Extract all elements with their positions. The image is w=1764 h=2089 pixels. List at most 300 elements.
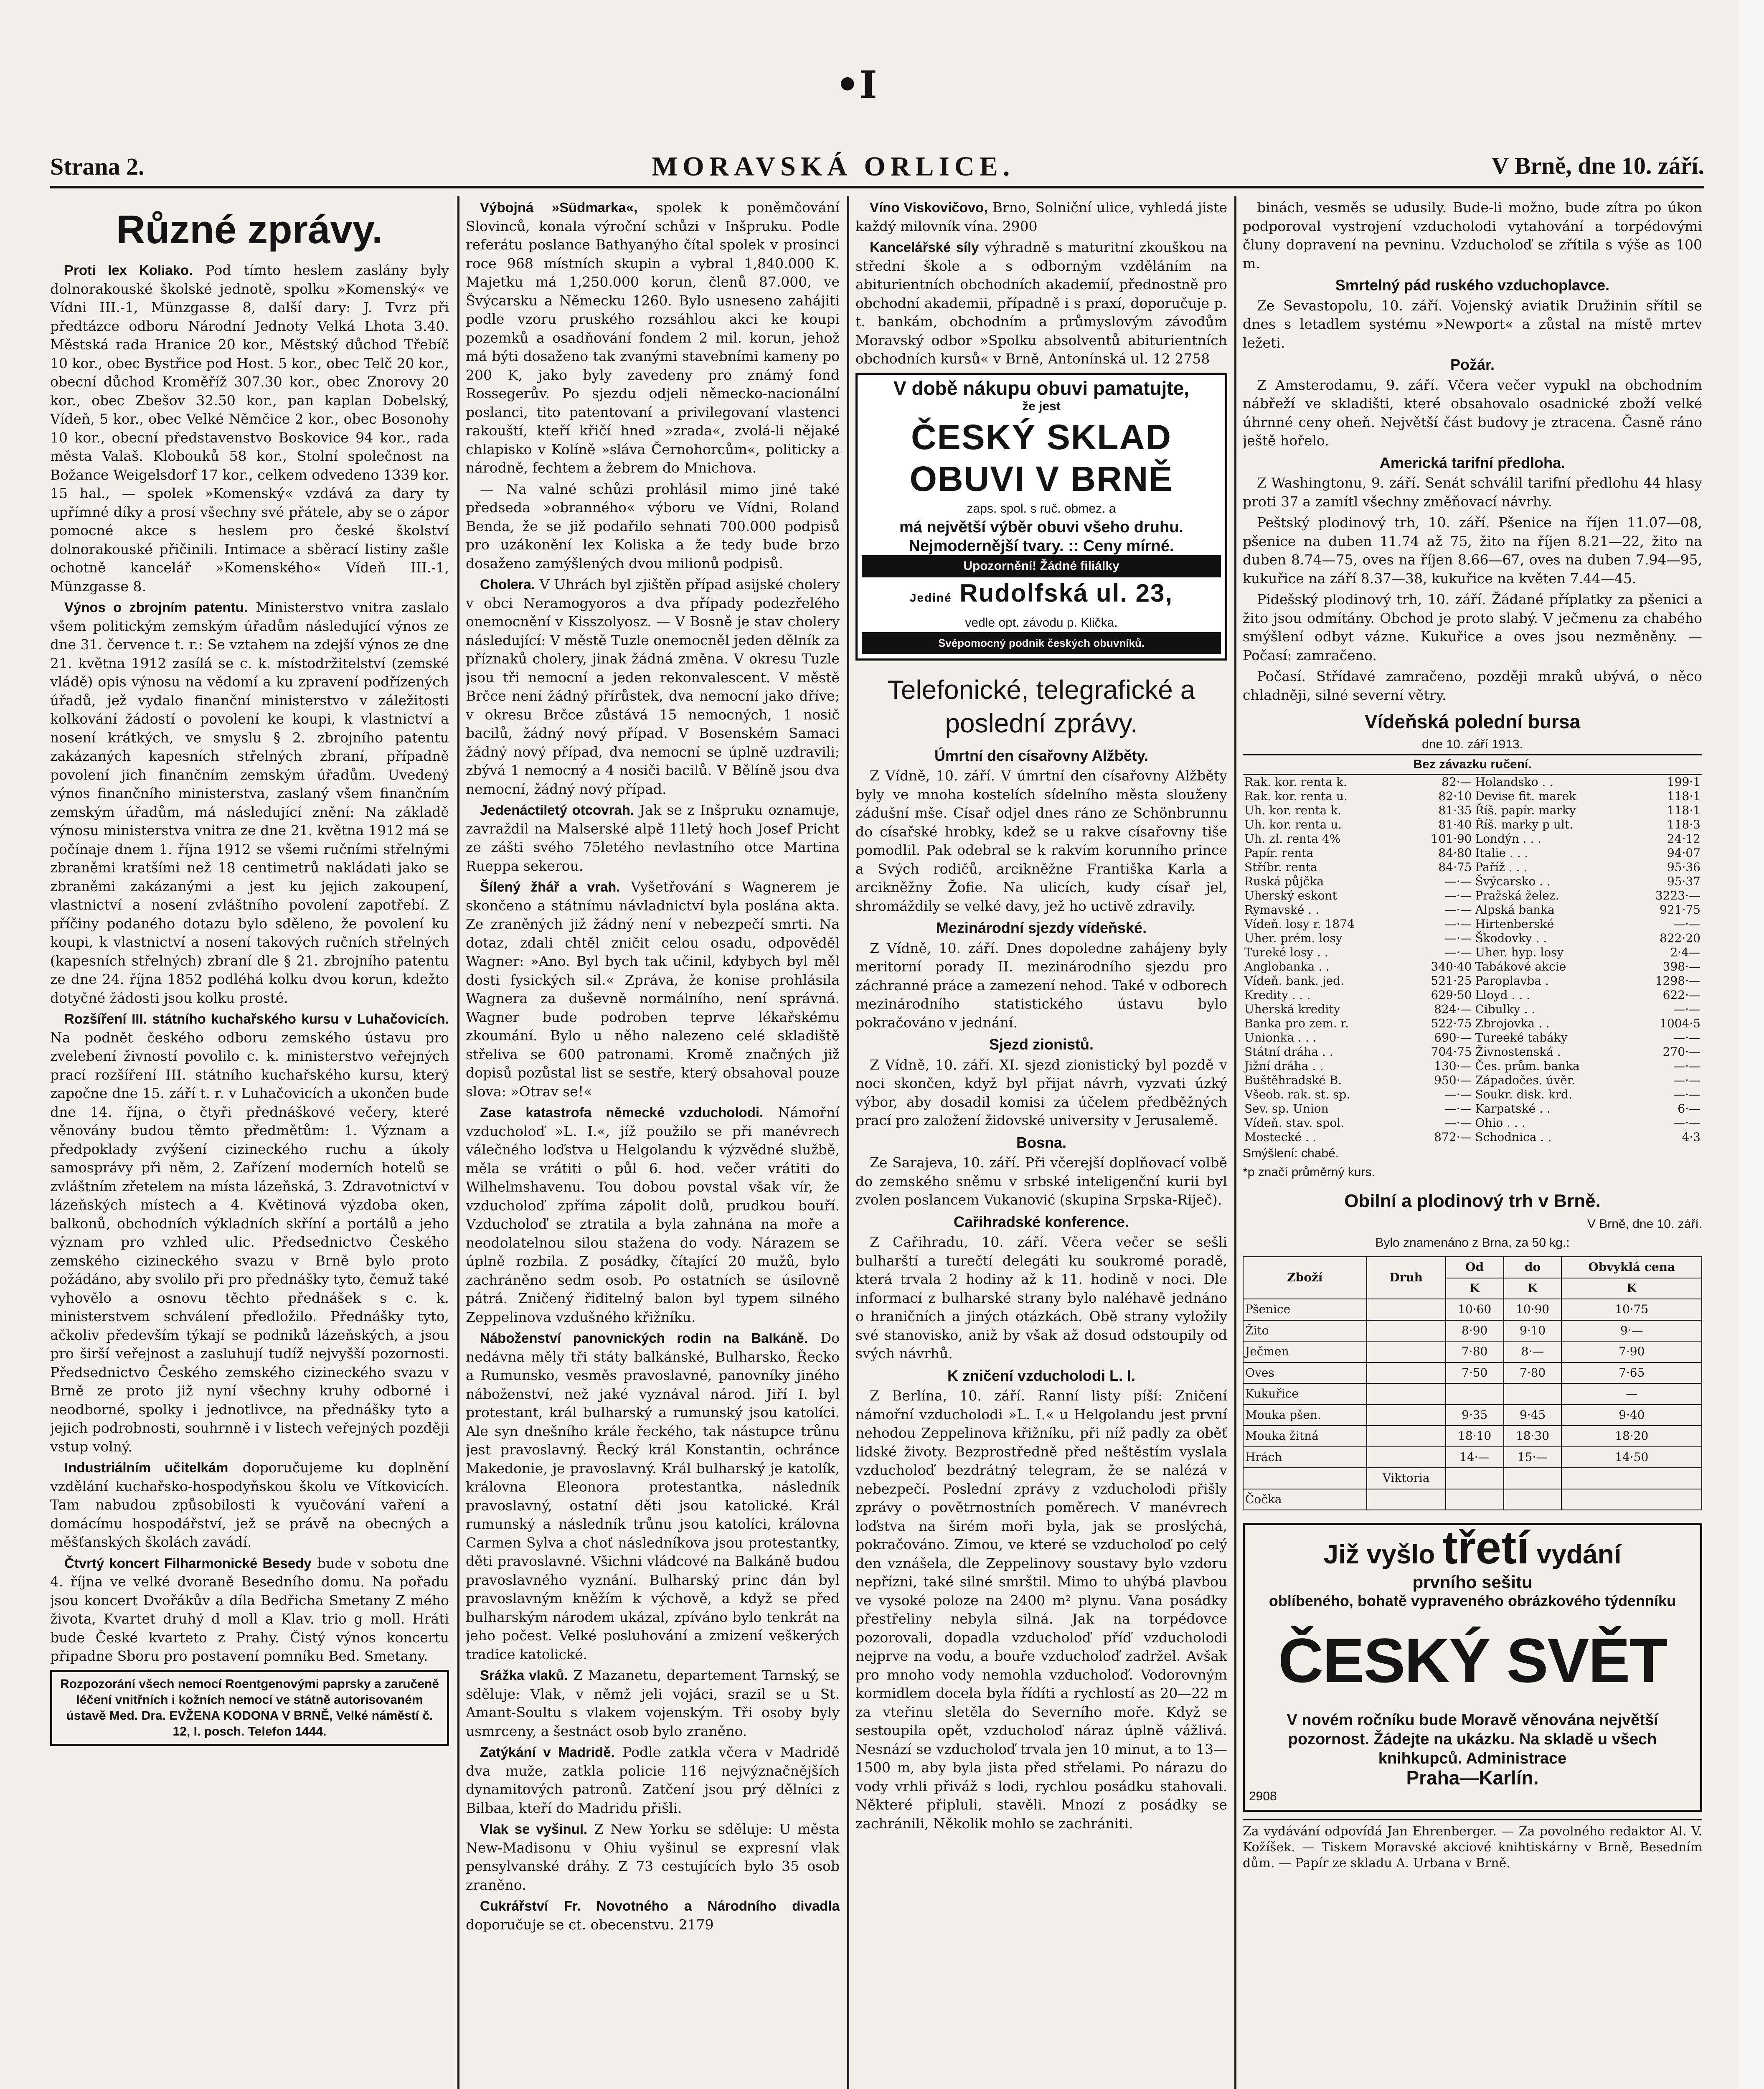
advert-line: vedle opt. závodu p. Klička. (965, 615, 1118, 630)
article-text: Podle zatkla včera v Madridě dva muže, zatkla policie 116 nejvýznačnějších dynamitových patronů. Zatčení jsou prý dělníci z Bilbaa, kteří do Madridu přišli. (466, 1744, 840, 1816)
market-cell (1367, 1426, 1446, 1447)
market-cell (1367, 1299, 1446, 1320)
bourse-cell: 6·— (1678, 1102, 1701, 1116)
news-title: K zničení vzducholodi L. I. (947, 1367, 1136, 1384)
bourse-cell: Všeob. rak. st. sp. (1244, 1088, 1350, 1101)
article-heading: Vlak se vyšinul. (480, 1821, 588, 1837)
market-cell: 9·— (1561, 1320, 1702, 1342)
bourse-cell: Říš. papír. marky (1475, 803, 1576, 817)
bourse-row (1243, 917, 1702, 931)
bourse-cell: 340·40 (1431, 960, 1472, 973)
market-header: Od (1446, 1257, 1504, 1278)
bourse-cell: —·— (1673, 1088, 1701, 1101)
news-headline: Telefonické, telegrafické a poslední zprávy. (887, 674, 1195, 738)
advert-headline: ČESKÝ SVĚT (1278, 1625, 1667, 1695)
market-cell: 10·90 (1504, 1299, 1562, 1320)
article-paragraph (50, 1459, 449, 1552)
market-cell (1367, 1447, 1446, 1468)
bourse-cell: Paříž . . . (1475, 860, 1528, 874)
market-cell: 9·40 (1561, 1405, 1702, 1426)
article-paragraph (466, 1743, 840, 1817)
bourse-cell: 950·— (1434, 1073, 1472, 1087)
bourse-cell: 1004·5 (1660, 1017, 1701, 1030)
bourse-row (1243, 945, 1702, 960)
bourse-cell: 118·3 (1667, 818, 1701, 831)
bourse-cell: Alpská banka (1475, 903, 1555, 917)
bourse-cell: 622·— (1662, 988, 1701, 1002)
column-1 (50, 198, 449, 2089)
market-cell (1504, 1383, 1562, 1405)
bourse-row (1243, 889, 1702, 903)
article-heading: Zase katastrofa německé vzducholodi. (480, 1105, 764, 1120)
market-title: Obilní a plodinový trh v Brně. (1344, 1191, 1601, 1211)
article-heading: Víno Viskovičovo, (870, 200, 988, 215)
article-heading: Jedenáctiletý otcovrah. (480, 802, 635, 818)
market-cell (1367, 1341, 1446, 1362)
article-paragraph (50, 1554, 449, 1666)
article-text: Pod tímto heslem zaslány byly dolnorakouské školské jednotě, spolku »Komenský« ve Vídni III.-1, Münzgasse 8, další dary: J. Tvrz při předtázce odboru Národní Jednoty Velká Lhota 3.40. Městská rada Hranice 20 kor., Městský důchod Třebíč 10 kor., obec Bystřice pod Host. 5 kor., obec Telč 20 kor., obecní důchod Kroměříž 307.30 kor., obec Znorovy 20 kor., obec Zbešov 32.50 kor., pan kaplan Dobelský, Vídeň, 5 kor., obec Velké Němčice 2 kor., obec Bosonohy 10 kor., obecní představenstvo Boskovice 94 kor., rada města Valaš. Klobouků 58 kor., Stolní společnost na Božance Weigelsdorf 17 kor., celkem odvedeno 1339 kor. 15 hal., — spolek »Komenský« vzdává za dary ty upřímné díky a prosí všechny své přátele, aby se o zápor pomocné akce s heslem pro české školství dolnorakouské přičinili. Intimace a sběrací listiny zašle ochotně kancelář »Komenského« Vídeň III.-1, Münzgasse 8. (50, 262, 449, 595)
article-heading: Industriálním učitelkám (64, 1460, 228, 1475)
article-list (466, 198, 840, 1934)
article-text: binách, vesměs se udusily. Bude-li možno, bude zítra po úkon podporoval vystrojení vzducholodi vytahování a torpédovými čluny dopravení na pevninu. Vzducholoď se zřítila s výše as 100 m. (1243, 199, 1702, 272)
article-text: spolek k poněmčování Slovinců, konala výroční schůzi v Inšpruku. Podle referátu poslance Bathyanýho čítal spolek v prosinci roce 968 místních skupin a vybral 1,840.000 K. Majetku má 1,250.000 korun, členů 87.000, ve Švýcarsku a Německu 1260. Bylo usneseno zahájiti podle vzoru pruského rozsáhlou akci ke koupi pozemků a osadňování fondem 2 mil. korun, jehož má býti dosaženo tak zvanými stavebními kameny po 200 K, jako byly zavedeny pro známý fond Rossegerův. Po sjezdu odjeli německo-nacionální poslanci, tito patentovaní a privilegovaní vlastenci rakouští, kteří křičí hned »zrada«, zvolá-li nějaké chlapisko v Kolíně »sláva Černohorcům«, politicky a národně, fechtem a žebrem do Mnichova. (466, 199, 840, 476)
bourse-cell: 101·90 (1431, 832, 1472, 846)
market-cell: Kukuřice (1243, 1383, 1367, 1405)
article-heading: Šílený žhář a vrah. (480, 879, 620, 895)
bourse-cell: Italie . . . (1475, 846, 1528, 860)
market-cell: 18·10 (1446, 1426, 1504, 1447)
news-text: Z Vídně, 10. září. XI. sjezd zionistický byl pozdě v noci skončen, když byl přijat návrh, vyzvati úzký výbor, aby dosadil komisi za účelem předběžných prací pro založení židovské university v Jerusalemě. (855, 1056, 1227, 1128)
bourse-cell: —·— (1673, 1031, 1701, 1044)
bourse-cell: —·— (1673, 1116, 1701, 1130)
article-text: V Uhrách byl zjištěn případ asijské cholery v obci Neramogyoros a dva případy podezřelého onemocnění v Kisszolyosz. — V Bosně je stav cholery následující: V městě Tuzle onemocněl jeden dělník za příznaků cholery, jinak žádná změna. V okresu Tuzle jsou tři nemocní a jeden rekonvalescent. V městě Brčce není žádný přírůstek, dva nemocní jako dříve; v okresu Brčce zůstává 15 nemocných, 1 nosič bacilů, žádný nový případ. V Bosenském Samaci žádný nový případ, dva nemocní se úplně uzdravili; zbývá 1 nemocný a 4 nosiči bacilů. V Bělíně jsou dva nemocní, žádný nový případ. (466, 576, 840, 797)
market-cell (1561, 1468, 1702, 1489)
article-paragraph (466, 801, 840, 875)
advert-cesky-svet (1243, 1523, 1702, 1812)
bourse-row (1243, 988, 1702, 1002)
bourse-row (1243, 903, 1702, 917)
article-text: Vyšetřování s Wagnerem je skončeno a státnímu návladnictví byla poslána akta. Ze zraněných již žádný není v nebezpečí smrti. Na dotaz, zdali chtěl zničit celou osadu, odpověděl Wagner: »Ano. Byl bych tak učinil, kdybych byl měl dosti fysických sil.« Zpráva, že konise prohlásila Wagnera za duševně normálního, není správná. Wagner bude podroben teprve lékařskému zkoumání. Bylo u něho nalezeno celé skladiště střeliva se 600 patronami. Kromě značných již dopisů pozůstal list se sestře, který obsahoval pouze slova: »Otrav se!« (466, 879, 840, 1100)
article-text: Brno, Solniční ulice, vyhledá jiste každý milovník vína. 2900 (855, 199, 1227, 234)
page-number: Strana 2. (50, 153, 145, 180)
bourse-cell: —·— (1444, 945, 1472, 959)
bourse-cell: Vídeň. stav. spol. (1244, 1116, 1345, 1130)
article-text: bude v sobotu dne 4. října ve velké dvoraně Besedního domu. Na pořadu jsou koncert Dvořákův a díla Bedřicha Smetany Z mého života, Kvartet druhý d moll a Klav. trio g moll. Hráti bude České kvarteto z Prahy. Čistý výnos koncertu připadne Sboru pro postavení pomníku Bed. Smetany. (50, 1555, 449, 1664)
bourse-cell: 690·— (1434, 1031, 1472, 1044)
article-title: Požár. (1450, 356, 1495, 373)
news-title: Bosna. (1016, 1133, 1067, 1151)
bourse-cell: 95·36 (1667, 860, 1701, 874)
advert-line (1249, 1522, 1696, 1573)
advert-banner: Upozornění! Žádné filiálky (862, 555, 1221, 577)
bourse-disclaimer: Bez závazku ručení. (1243, 754, 1702, 775)
market-row (1243, 1468, 1702, 1489)
bourse-cell: 95·37 (1667, 874, 1701, 888)
advert-shoe-store (855, 373, 1227, 661)
market-row (1243, 1299, 1702, 1320)
market-cell: 18·20 (1561, 1426, 1702, 1447)
market-cell: Ječmen (1243, 1341, 1367, 1362)
news-title: Mezinárodní sjezdy vídeňské. (936, 919, 1147, 936)
advert-line: že jest (1022, 399, 1061, 413)
market-header: Druh (1367, 1257, 1446, 1299)
bourse-cell: —·— (1673, 1059, 1701, 1073)
article-text: Jak se z Inšpruku oznamuje, zavraždil na Malserské alpě 11letý hoch Josef Pricht ze zášti svého 75letého nevlastního otce Martina Rueppa sekerou. (466, 802, 840, 874)
article-text: doporučujeme ku doplnění vzdělání kuchařsko-hospodyňskou školu ve Vítkovicích. Tam nabudou způsobilosti k vyučování vaření a domácímu hospodářství, jež se právě na obecných a měšťanských školách zavádí. (50, 1459, 449, 1550)
bourse-row (1243, 1102, 1702, 1116)
article-heading: Náboženství panovnických rodin na Balkáně. (480, 1330, 808, 1346)
column-rule (847, 196, 849, 2089)
market-cell (1446, 1468, 1504, 1489)
news-text: Z Vídně, 10. září. Dnes dopoledne zahájeny byly meritorní porady II. mezinárodního sjezdu pro záchranné práce a zamezení nehod. Také v odborech mezinárodního statistického ústavu bylo pokračováno v jednání. (855, 940, 1227, 1031)
market-cell: 14·50 (1561, 1447, 1702, 1468)
article-text: Peštský plodinový trh, 10. září. Pšenice na říjen 11.07—08, pšenice na duben 11.74 až 75, žito na říjen 8.21—22, žito na duben 8.74—75, oves na říjen 8.66—67, oves na duben 7.94—95, kukuřice na září 8.37—38, kukuřice na květen 7.44—45. (1243, 514, 1702, 587)
news-text: Ze Sarajeva, 10. září. Při včerejší doplňovací volbě do zemského sněmu v srbské inteligenční kurii byl zvolen poslancem Vukanović (skupina Srpska-Riječ). (855, 1154, 1227, 1208)
bourse-cell: Švýcarsko . . (1475, 874, 1551, 888)
bourse-cell: Cibulky . . (1475, 1002, 1536, 1016)
advert-text: Rozpozorání všech nemocí Roentgenovými paprsky a zaručeně léčení vnitřních i kožních nemocí ve státně autorisovaném ústavě Med. Dra. EVŽENA KODONA V BRNĚ, Velké náměstí č. 12, I. posch. Telefon 1444. (60, 1677, 439, 1738)
bourse-cell: Uh. kor. renta u. (1244, 818, 1342, 831)
bourse-cell: 81·40 (1438, 818, 1472, 831)
bourse-title: Vídeňská polední bursa (1364, 711, 1581, 732)
article-text: Ze Sevastopolu, 10. září. Vojenský aviatik Družinin sřítil se dnes s letadlem systému »Newport« a zůstal na místě mrtev ležeti. (1243, 297, 1702, 351)
bourse-cell: Paroplavba . (1475, 974, 1549, 988)
market-unit: K (1561, 1278, 1702, 1299)
advert-line: V době nákupu obuvi pamatujte, (893, 377, 1189, 399)
market-cell (1446, 1383, 1504, 1405)
market-cell: 9·45 (1504, 1405, 1562, 1426)
market-header: Obvyklá cena (1561, 1257, 1702, 1278)
page-mark: •I (835, 63, 877, 107)
article-paragraph (50, 261, 449, 596)
bourse-cell: 24·12 (1667, 832, 1701, 846)
article-paragraph (466, 1897, 840, 1934)
market-row (1243, 1320, 1702, 1342)
market-row (1243, 1447, 1702, 1468)
bourse-cell: Mostecké . . (1244, 1130, 1317, 1144)
bourse-cell: 82·— (1441, 775, 1472, 789)
market-cell: 7·90 (1561, 1341, 1702, 1362)
bourse-cell: Zbrojovka . . (1475, 1017, 1550, 1030)
advert-line: oblíbeného, bohatě vypraveného obrázkového týdenníku (1269, 1592, 1676, 1609)
market-cell (1561, 1489, 1702, 1510)
market-cell: 8·90 (1446, 1320, 1504, 1342)
advert-address-prefix: Jediné (909, 591, 952, 604)
market-cell (1367, 1320, 1446, 1342)
bourse-cell: 3223·— (1655, 889, 1701, 902)
column-4 (1243, 198, 1702, 2089)
bourse-cell: Vídeň. losy r. 1874 (1244, 917, 1355, 931)
bourse-cell: 82·10 (1438, 789, 1472, 803)
market-row (1243, 1489, 1702, 1510)
article-list (855, 198, 1227, 368)
column-3 (855, 198, 1227, 2089)
bourse-row (1243, 818, 1702, 832)
advert-line: prvního sešitu (1412, 1572, 1533, 1592)
market-cell: 7·65 (1561, 1362, 1702, 1384)
article-text: Z Amsterodamu, 9. září. Včera večer vypukl na obchodním nábřeží ve skladišti, které obsahovalo osadnické zboží velké úhrnné ceny oheň. Největší část budovy je ztracena. Časně ráno ještě hořelo. (1243, 376, 1702, 449)
article-text: výhradně s maturitní zkouškou na střední škole a s odborným vzděláním na abiturientních obchodních akademií, přednostně pro obchodní akademii, případně i s praxí, doporučuje p. t. bankám, obchodním a průmyslovým závodům Moravský odbor »Spolku absolventů abiturientních obchodních kursů« v Brně, Antonínská ul. 12 2758 (855, 239, 1227, 367)
bourse-note: Smýšlení: chabé. (1243, 1146, 1339, 1160)
article-text: Pidešský plodinový trh, 10. září. Žádané příplatky za pšenici a žito jsou odmítány. Obchod je proto slabý. V ječmenu za chabého smýšlení odbyt vázne. Kukuřice a oves jsou nezměněny. — Počasí: zamračeno. (1243, 591, 1702, 663)
section-title: Různé zprávy. (116, 207, 383, 252)
bourse-cell: Tureké losy . . (1244, 945, 1328, 959)
advert-roentgen (50, 1670, 449, 1746)
bourse-cell: 1298·— (1655, 974, 1701, 988)
market-unit: K (1446, 1278, 1504, 1299)
bourse-cell: Škodovky . . (1475, 931, 1547, 945)
bourse-cell: —·— (1444, 1088, 1472, 1101)
bourse-cell: —·— (1444, 874, 1472, 888)
bourse-cell: Ohio . . . (1475, 1116, 1525, 1130)
article-heading: Výbojná »Südmarka«, (480, 200, 638, 215)
bourse-row (1243, 860, 1702, 874)
bourse-cell: 118·1 (1667, 803, 1701, 817)
bourse-cell: —·— (1673, 1073, 1701, 1087)
imprint: Za vydávání odpovídá Jan Ehrenberger. — Za povolného redaktor Al. V. Kožíšek. — Tiskem Moravské akciové knihtiskárny v Brně, Besedním dům. — Papír ze skladu A. Urbana v Brně. (1243, 1819, 1702, 1871)
market-cell: Hrách (1243, 1447, 1367, 1468)
bourse-cell: Banka pro zem. r. (1244, 1017, 1349, 1030)
article-heading: Výnos o zbrojním patentu. (64, 600, 248, 615)
article-title: Smrtelný pád ruského vzduchoplavce. (1335, 277, 1610, 294)
advert-headline: ČESKÝ SKLAD (911, 417, 1172, 457)
bourse-cell: Jižní dráha . . (1244, 1059, 1324, 1073)
article-paragraph (466, 878, 840, 1101)
bourse-cell: Rak. kor. renta u. (1244, 789, 1348, 803)
market-cell: 18·30 (1504, 1426, 1562, 1447)
bourse-cell: Čes. prům. banka (1475, 1059, 1580, 1073)
article-heading: Čtvrtý koncert Filharmonické Besedy (64, 1555, 312, 1571)
market-cell (1504, 1468, 1562, 1489)
market-row (1243, 1341, 1702, 1362)
market-cell: Čočka (1243, 1489, 1367, 1510)
advert-text: třetí (1442, 1522, 1529, 1573)
bourse-cell: —·— (1673, 917, 1701, 931)
market-cell: 7·50 (1446, 1362, 1504, 1384)
bourse-cell: Vídeň. bank. jed. (1244, 974, 1344, 988)
bourse-cell: Ruská půjčka (1244, 874, 1324, 888)
bourse-cell: 704·75 (1431, 1045, 1472, 1059)
market-unit: K (1504, 1278, 1562, 1299)
article-heading: Zatýkání v Madridě. (480, 1744, 615, 1760)
advert-address-text: Rudolfská ul. 23, (959, 579, 1173, 607)
bourse-row (1243, 789, 1702, 803)
article-list (50, 261, 449, 1666)
article-paragraph (466, 198, 840, 478)
news-text: Z Vídně, 10. září. V úmrtní den císařovny Alžběty byly ve mnoha kostelích sídelního města slouženy zádušní mše. Císař odjel dnes ráno ze Schönbrunnu do císařské hrobky, kdež se u rakve císařovny tiše pomodlil. Pak odebral se k rakvím korunního prince a Svých rodičů, arcikněžne Františka Karla a arcikněžny Žofie. Na ulicích, kudy císař jel, shromáždily se velké davy, jež ho uctivě zdravily. (855, 767, 1227, 914)
bourse-cell: Říš. marky p ult. (1475, 818, 1573, 831)
news-title: Úmrtní den císařovny Alžběty. (934, 747, 1149, 764)
news-title: Cařihradské konference. (953, 1213, 1129, 1230)
bourse-cell: 822·20 (1660, 931, 1701, 945)
bourse-cell: 521·25 (1431, 974, 1472, 988)
article-text: Do nedávna měly tři státy balkánské, Bulharsko, Řecko a Rumunsko, vesměs pravoslavné, panovníky jiného náboženství, než jaké vyznával národ. Jiří I. byl protestant, král bulharský a rumunský jsou katolíci. Ale syn dnešního krále řeckého, tak nástupce trůnu jest pravoslavný. Řecký král Konstantin, ochránce Makedonie, je pravoslavný. Král bulharský je katolík, královna Eleonora protestantka, následník pravoslavný, ostatní děti jsou katolické. Král rumunský a následník trůnu jsou katolíci, královna Carmen Sylva a choť následníkova jsou protestantky, děti pravoslavné. Všichni vládcové na Balkáně budou pravoslavného vyznání. Bulharský princ dán byl pravoslavným kněžím k výchově, a když se před bulharským národem ukázal, zpíváno bylo tenkrát na jeho počest. Velké posluhování a zmizení veškerých tradice katolické. (466, 1330, 840, 1662)
bourse-cell: Anglobanka . . (1244, 960, 1330, 973)
market-cell: Viktoria (1367, 1468, 1446, 1489)
market-cell (1367, 1383, 1446, 1405)
bourse-note: *p značí průměrný kurs. (1243, 1165, 1375, 1179)
bourse-cell: Rymavské . . (1244, 903, 1319, 917)
article-paragraph (855, 238, 1227, 368)
bourse-row (1243, 1130, 1702, 1144)
bourse-row (1243, 960, 1702, 974)
bourse-row (1243, 1116, 1702, 1130)
market-dateline: V Brně, dne 10. září. (1587, 1217, 1702, 1231)
market-cell: 8·— (1504, 1341, 1562, 1362)
article-heading: Cukrářství Fr. Novotného a Národního divadla (480, 1898, 840, 1914)
article-paragraph (855, 198, 1227, 236)
bourse-cell: Londýn . . . (1475, 832, 1542, 846)
bourse-cell: Uherský eskont (1244, 889, 1337, 902)
market-cell: 9·10 (1504, 1320, 1562, 1342)
market-cell (1367, 1489, 1446, 1510)
bourse-cell: Uh. kor. renta k. (1244, 803, 1342, 817)
bourse-cell: 199·1 (1667, 775, 1701, 789)
bourse-cell: 270·— (1662, 1045, 1701, 1059)
article-paragraph (466, 1820, 840, 1894)
market-header: do (1504, 1257, 1562, 1278)
news-title: Sjezd zionistů. (989, 1036, 1094, 1053)
bourse-cell: 2·4— (1670, 945, 1701, 959)
dateline: V Brně, dne 10. září. (1491, 152, 1704, 179)
bourse-cell: —·— (1444, 889, 1472, 902)
advert-headline: OBUVI V BRNĚ (909, 459, 1173, 498)
bourse-cell: Uherská kredity (1244, 1002, 1340, 1016)
bourse-cell: Živnostenská . (1475, 1045, 1561, 1059)
market-table (1243, 1256, 1702, 1510)
bourse-cell: Unionka . . . (1244, 1031, 1317, 1044)
bourse-row (1243, 846, 1702, 860)
advert-code: 2908 (1249, 1789, 1277, 1803)
bourse-row (1243, 775, 1702, 789)
advert-footer: Svépomocný podnik českých obuvníků. (862, 632, 1221, 654)
bourse-row (1243, 974, 1702, 988)
bourse-cell: Západočes. úvěr. (1475, 1073, 1576, 1087)
article-text: Z New Yorku se sděluje: U města New-Madisonu v Ohiu vyšinul se expresní vlak pensylvanské dráhy. Z 73 cestujících bylo 35 osob zraněno. (466, 1821, 840, 1893)
market-cell: 7·80 (1446, 1341, 1504, 1362)
bourse-cell: Soukr. disk. krd. (1475, 1088, 1572, 1101)
bourse-cell: 824·— (1434, 1002, 1472, 1016)
article-text: Na podnět českého odboru zemského ústavu pro zvelebení živností povolilo c. k. ministerstvo veřejných prací rozšíření III. státního kuchařského kursu, který započne dne 15. září t. r. v Luhačovicích a ukončen bude dne 14. října, o čtyři přednáškové večery, které věnovány budou těmto předmětům: 1. Význam a předpoklady zvýšení cizineckého ruchu a úkoly samosprávy při něm, 2. Zařízení moderních hotelů se zvláštním zřetelem na místa lázeňská, 3. Zdravotnictví v lázeňských místech a 4. Květinová výzdoba oken, balkonů, obchodních výkladních skříní a portálů a jeho význam pro vzhled ulic. Předsednictvo Českého zemského cizineckého svazu v Brně bylo proto požádáno, aby svolilo při pro přednášky tyto, čemuž také vyhovělo a osnovu těchto přednášek s c. k. ministerstvem schválení předložilo. Přednášky tyto, ačkoliv především týkají se podniků lázeňských, a jsou pro širší veřejnost a zasluhují tudíž nejvyšší pozornosti. Předsednictvo Českého zemského cizineckého svazu v Brně ze proto již nyní všechny kruhy odborné i neodborné, spolky i jednotlivce, na přednášky tyto a jejich podrobnosti, souhrnně i v listech veřejných později vstup volný. (50, 1029, 449, 1455)
market-cell (1504, 1489, 1562, 1510)
masthead-row (50, 148, 1704, 188)
bourse-row (1243, 1073, 1702, 1088)
advert-line: Praha—Karlín. (1406, 1766, 1539, 1789)
bourse-cell: 118·1 (1667, 789, 1701, 803)
bourse-table (1243, 775, 1702, 1144)
bourse-row (1243, 1031, 1702, 1045)
article-text: Námořní vzducholoď »L. I.«, jíž použilo se při manévrech válečného loďstva u Helgolandu k výzvědné službě, měla se vrátiti o půl 6. hod. večer vrátiti do Wilhelmshavenu. Tou dobou povstal však vír, že vzducholoď zpříma zápolit dolů, prudkou bouří. Vzducholoď se ztratila a byla zahnána na moře a neodolatelnou silou stažena do vody. Nárazem se úplně rozbila. Z posádky, čítající 20 mužů, bylo zachráněno sedm osob. Po ostatních se úsilovně pátrá. Zničený řiditelný balon byl typem silného Zeppelinova vzdušného křižníku. (466, 1104, 840, 1325)
bourse-row (1243, 1088, 1702, 1102)
market-cell (1243, 1468, 1367, 1489)
market-cell (1446, 1489, 1504, 1510)
market-row (1243, 1383, 1702, 1405)
bourse-cell: 629·50 (1431, 988, 1472, 1002)
market-cell: Oves (1243, 1362, 1367, 1384)
article-text: Z Washingtonu, 9. září. Senát schválil tarifní předlohu 44 hlasy proti 37 a zamítl všechny změňovací návrhy. (1243, 475, 1702, 510)
advert-line: Nejmodernější tvary. :: Ceny mírné. (909, 537, 1174, 555)
bourse-row (1243, 832, 1702, 846)
article-text: doporučuje se ct. obecenstvu. 2179 (466, 1916, 714, 1933)
market-cell: 10·75 (1561, 1299, 1702, 1320)
article-paragraph (466, 1329, 840, 1664)
market-cell: 14·— (1446, 1447, 1504, 1468)
market-cell: Žito (1243, 1320, 1367, 1342)
bourse-cell: Schodnica . . (1475, 1130, 1552, 1144)
market-subtitle: Bylo znamenáno z Brna, za 50 kg.: (1375, 1235, 1570, 1250)
news-list (855, 747, 1227, 1833)
bourse-date: dne 10. září 1913. (1422, 737, 1523, 751)
bourse-cell: 522·75 (1431, 1017, 1472, 1030)
bourse-cell: Kredity . . . (1244, 988, 1311, 1002)
advert-line: zaps. spol. s ruč. obmez. a (967, 501, 1116, 516)
market-cell: 9·35 (1446, 1405, 1504, 1426)
article-text: Ministerstvo vnitra zaslalo všem politickým zemským úřadům následující výnos ze dne 31. července t. r.: Se vztahem na zdejší výnos ze dne 21. května 1912 zasílá se c. k. místodržitelství (zemské vládě) opis výnosu na vědomí a ku zpravení podřízených úřadů, jež vydalo finanční ministerstvo v záležitosti kolkování žádostí o povolení ke koupi, k vlastnictví a nosení krátkých, ve smyslu § 2. zbrojního patentu zakázaných kapesních střelných zbraní, případně povolení jich finančním zemským úřadům. Uvedený výnos finančního ministerstva, zaslaný všem finančním zemským úřadům, má následující znění: Na základě výnosu ministerstva vnitra ze dne 21. května 1912 má se počínaje dnem 1. října 1912 se všemi ručními střelnými zbraněmi kratšími než 18 centimetrů nakládati jako se zbraněmi zakázanými a jest ku jejich zakoupení, vlastnictví a nosení zvláštního povolení zapotřebí. Z příčiny podaného dotazu bylo sděleno, že povolení ku koupi, k vlastnictví a nosení takových ručních střelných (kapesních střelných) zbraní dle § 21. zbrojního patentu ze dne 24. října 1852 podléhá kolku dvou korun, kdežto dotyčné žádosti jsou kolku prosté. (50, 599, 449, 1006)
market-cell: 10·60 (1446, 1299, 1504, 1320)
bourse-cell: —·— (1673, 1002, 1701, 1016)
bourse-cell: Tabákové akcie (1475, 960, 1566, 973)
article-title: Americká tarifní předloha. (1379, 454, 1566, 471)
news-text: Z Berlína, 10. září. Ranní listy píší: Zničení námořní vzducholodi »L. I.« u Helgolandu jest první nehodou Zeppelinova křižníku, při níž padly za oběť lidské životy. Bezprostředně před neštěstím vyslala vzducholoď bezdrátný telegram, že se nalézá v nebezpečí. Poslední zprávy z vzducholodi přišly zprávy o povětrnostních poměrech. V manévrech loďstva na širém moři byla, jak se proslýchá, pokračováno. Zimou, ve které se vzducholoď po celý den vznášela, dle Zeppelinovy soustavy bylo vzdoru nepřízni, také silné smrštil. Mimo to uhýbá plavbou ve vysoké poloze na 2400 m² plynu. Vana posádky přestřeliny nebyla silná. Jak na torpédovce pozorovali, dopadla vzducholoď příď vzducholodi nejprve na vodu, a bouře vzducholoď zadržel. Avšak pro mnoho vody nemohla vzducholoď. Vodorovným kormidlem docela byla řídíti a rychlostí as 20—22 m za vteřinu sletěla do Severního moře. Když se sestoupila opět, vzducholoď náraz úplně vážlivá. Nesnází se vzducholoď trvala jen 10 minut, a to 13—1500 m, aby byla jista před střelami. Po nárazu do vody vrhli přiváž s lodi, rychlou posádku stahovali. Některé připluli, stavěli. Mnozí z posádky se zachránili, Několik mohlo se zachrániti. (855, 1388, 1227, 1832)
column-rule (1234, 196, 1236, 2089)
bourse-cell: Devise fit. marek (1475, 789, 1576, 803)
article-heading: Proti lex Koliako. (64, 262, 193, 278)
article-text: Z Mazanetu, departement Tarnský, se sděluje: Vlak, v němž jeli vojáci, srazil se u St. Amant-Soultu s vlakem vojenským. Tři osoby byly usmrceny, a šestnáct osob bylo zraněno. (466, 1667, 840, 1739)
article-heading: Srážka vlaků. (480, 1667, 568, 1683)
bourse-cell: 921·75 (1660, 903, 1701, 917)
article-heading: Rozšíření III. státního kuchařského kursu v Luhačovicích. (64, 1011, 449, 1027)
bourse-cell: 81·35 (1438, 803, 1472, 817)
bourse-cell: 398·— (1662, 960, 1701, 973)
bourse-cell: 872·— (1434, 1130, 1472, 1144)
article-text: Počasí. Střídavé zamračeno, později mraků ubývá, o něco chladněji, silné severní větry. (1243, 668, 1702, 703)
bourse-cell: 130·— (1434, 1059, 1472, 1073)
market-row (1243, 1426, 1702, 1447)
bourse-cell: —·— (1444, 931, 1472, 945)
scan-margin (1739, 0, 1764, 2089)
bourse-row (1243, 1045, 1702, 1059)
column-2 (466, 198, 840, 2089)
bourse-row (1243, 1059, 1702, 1073)
article-heading: Kancelářské síly (870, 239, 979, 255)
article-text: — Na valné schůzi prohlásil mimo jiné také předseda »obranného« výboru ve Vídni, Roland Benda, že se již podařilo sehnati 700.000 podpisů pro uzákonění lex Koliska a že tedy bude brzo dosaženo zamýšlených dvou milionů podpisů. (466, 480, 840, 572)
market-cell: Mouka pšen. (1243, 1405, 1367, 1426)
article-paragraph (466, 1103, 840, 1327)
article-paragraph (466, 480, 840, 573)
bourse-row (1243, 1002, 1702, 1017)
article-paragraph (50, 598, 449, 1007)
advert-line: V novém ročníku bude Moravě věnována největší pozornost. Žádejte na ukázku. Na skladě u všech knihkupců. Administrace (1287, 1711, 1658, 1767)
article-paragraph (50, 1010, 449, 1456)
bourse-cell: Státní dráha . . (1244, 1045, 1333, 1059)
bourse-cell: Hirtenberské (1475, 917, 1554, 931)
bourse-cell: 4·3 (1682, 1130, 1701, 1144)
bourse-cell: Pražská želez. (1475, 889, 1559, 902)
bourse-row (1243, 1017, 1702, 1031)
bourse-cell: —·— (1444, 917, 1472, 931)
article-heading: Cholera. (480, 577, 536, 592)
bourse-cell: Rak. kor. renta k. (1244, 775, 1347, 789)
market-cell: 15·— (1504, 1447, 1562, 1468)
column-rule (457, 196, 459, 2089)
bourse-cell: Uh. zl. renta 4% (1244, 832, 1341, 846)
market-cell: Pšenice (1243, 1299, 1367, 1320)
bourse-cell: Sev. sp. Union (1244, 1102, 1329, 1116)
bourse-cell: Buštěhradské B. (1244, 1073, 1342, 1087)
bourse-cell: Stříbr. renta (1244, 860, 1317, 874)
article-paragraph (466, 575, 840, 798)
advert-line: má největší výběr obuvi všeho druhu. (899, 518, 1183, 536)
